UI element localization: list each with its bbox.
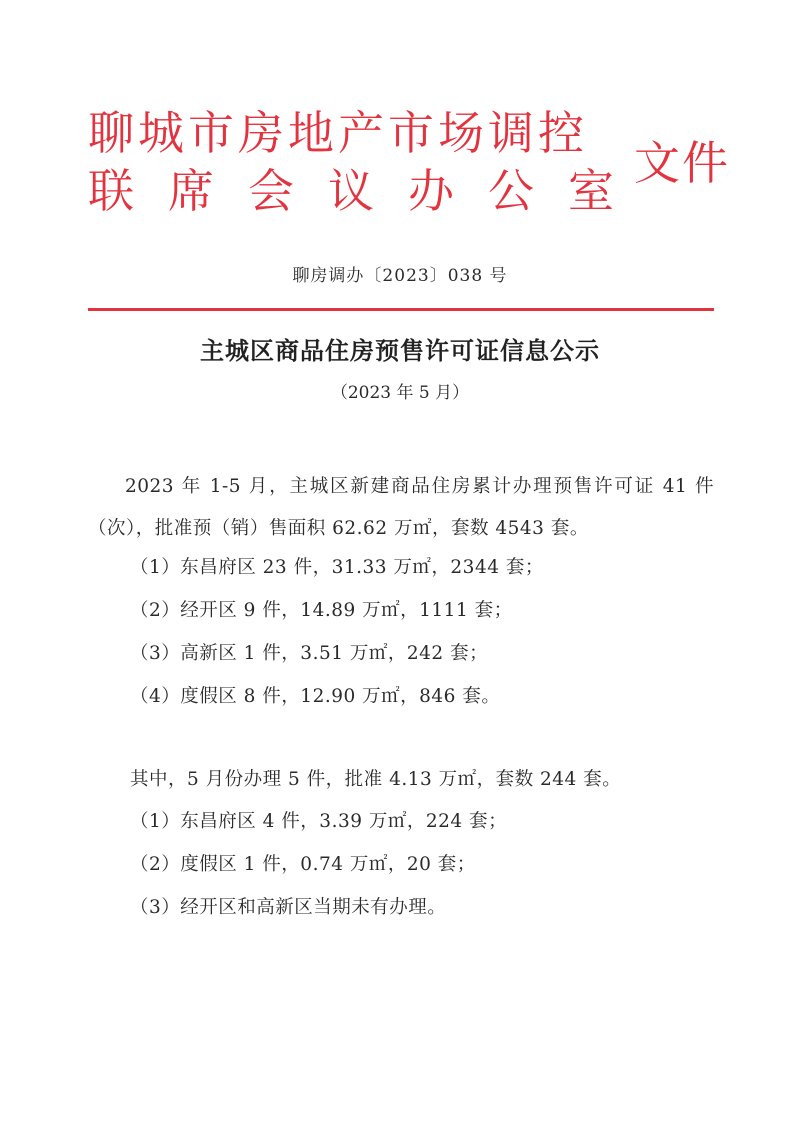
organization-name-line-2: 联席会议办公室 bbox=[88, 164, 648, 218]
document-period: （2023 年 5 月） bbox=[330, 383, 470, 403]
list-item: （1）东昌府区 23 件，31.33 万㎡，2344 套； bbox=[130, 557, 544, 578]
document-number: 聊房调办〔2023〕038 号 bbox=[292, 266, 508, 286]
issuing-organization bbox=[88, 104, 648, 220]
district-breakdown-list bbox=[130, 546, 710, 718]
list-item: （4）度假区 8 件，12.90 万㎡，846 套。 bbox=[130, 686, 501, 707]
document-header bbox=[88, 104, 728, 222]
monthly-summary-paragraph: 其中，5 月份办理 5 件，批准 4.13 万㎡，套数 244 套。 bbox=[130, 769, 622, 790]
list-item: （2）经开区 9 件，14.89 万㎡，1111 套； bbox=[130, 600, 513, 621]
document-title: 主城区商品住房预售许可证信息公示 bbox=[200, 337, 600, 365]
list-item: （3）经开区和高新区当期未有办理。 bbox=[130, 897, 447, 918]
summary-paragraph: 2023 年 1-5 月，主城区新建商品住房累计办理预售许可证 41 件（次），批准预（销）售面积 62.62 万㎡，套数 4543 套。 bbox=[88, 476, 714, 539]
list-item: （1）东昌府区 4 件，3.39 万㎡，224 套； bbox=[130, 811, 508, 832]
header-divider bbox=[88, 308, 714, 311]
list-item: （2）度假区 1 件，0.74 万㎡，20 套； bbox=[130, 854, 476, 875]
list-item: （3）高新区 1 件，3.51 万㎡，242 套； bbox=[130, 643, 489, 664]
monthly-breakdown-list bbox=[130, 800, 710, 929]
organization-name-line-1: 聊城市房地产市场调控 bbox=[88, 106, 588, 160]
document-type-label: 文件 bbox=[634, 136, 730, 190]
